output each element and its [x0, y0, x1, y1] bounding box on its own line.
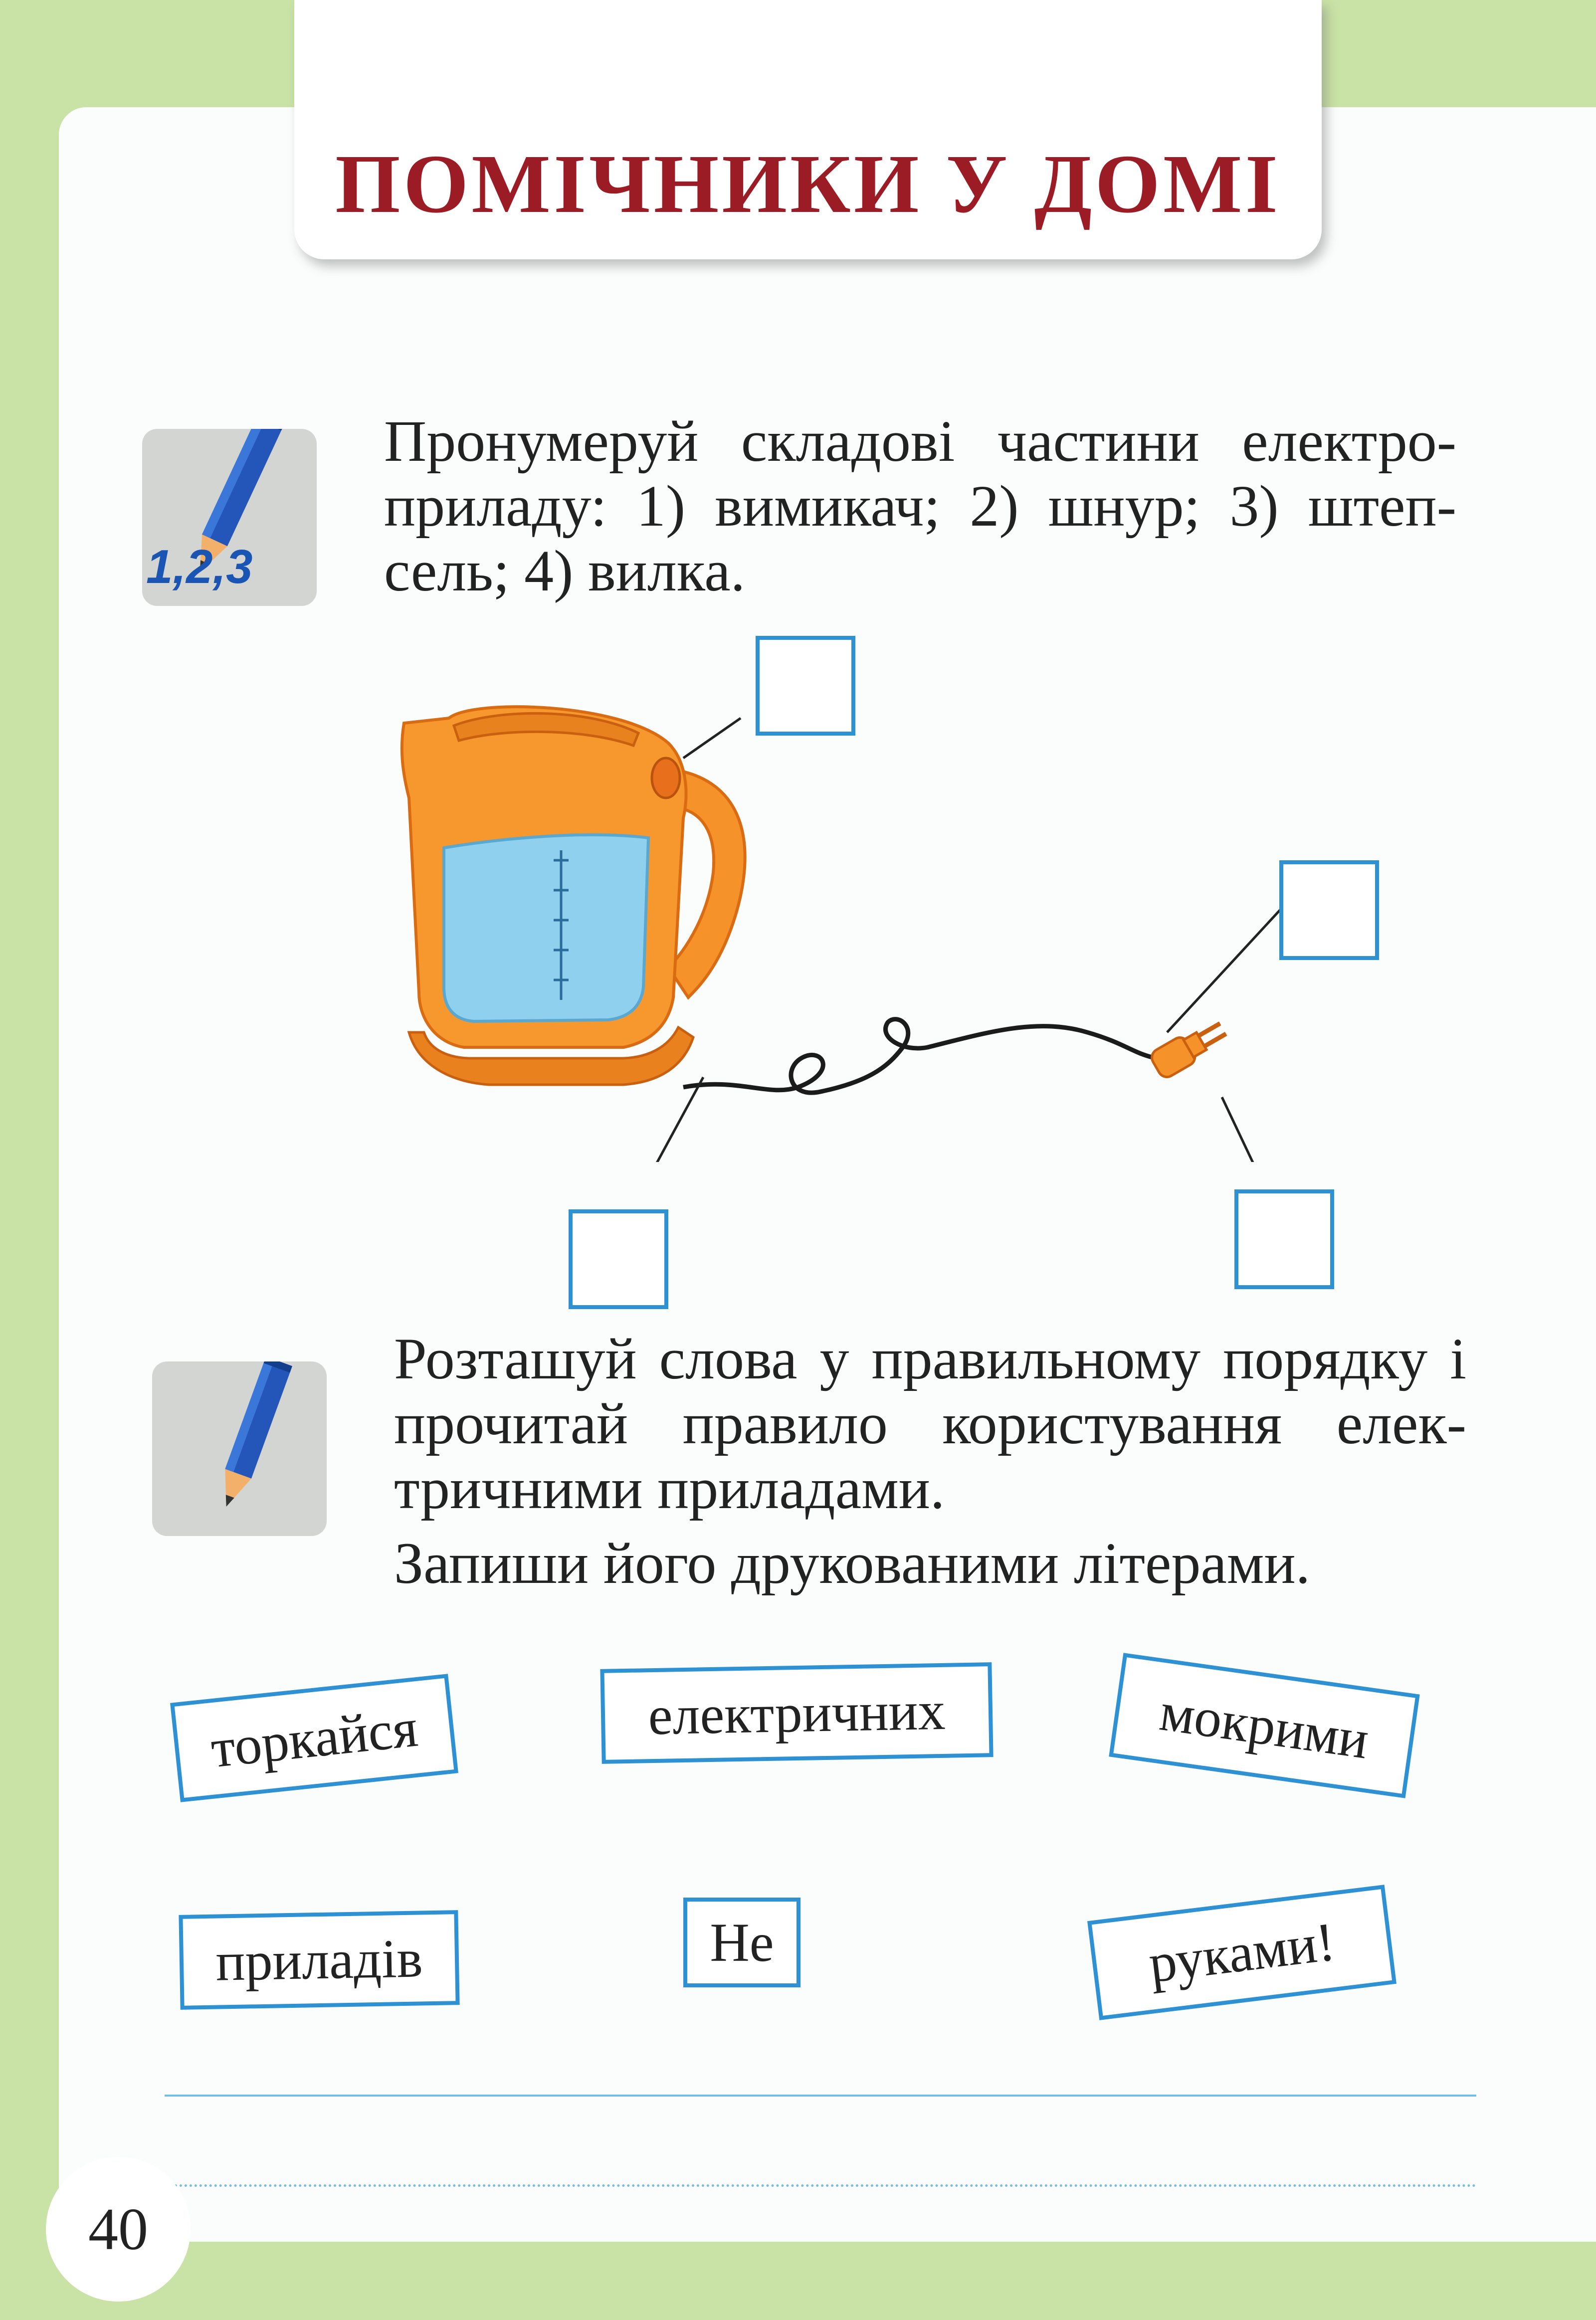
task2-instruction-2: Запиши його друкованими літерами. — [394, 1531, 1311, 1596]
answer-box-switch[interactable] — [756, 636, 855, 736]
word-card[interactable]: руками! — [1087, 1885, 1396, 2020]
word-card[interactable]: торкайся — [170, 1674, 458, 1802]
task1-instruction: Пронумеруй складові частини електроприладу: 1) вимикач; 2) шнур; 3) штепсель; 4) вилка. — [384, 408, 1456, 603]
word-card[interactable]: приладів — [179, 1910, 459, 2010]
word-card[interactable]: Не — [683, 1898, 800, 1987]
title-tab — [294, 0, 1322, 259]
pencil-icon-box — [152, 1361, 327, 1536]
word-card[interactable]: електричних — [600, 1662, 993, 1764]
task2-instruction: Розташуй слова у правильному порядку і прочитай правило користування електричними приладами. — [394, 1326, 1466, 1521]
writing-line-dotted[interactable] — [165, 2184, 1476, 2187]
page-number: 40 — [46, 2157, 191, 2302]
kettle-water-window — [444, 835, 648, 1021]
kettle-switch — [652, 758, 680, 798]
pencil-numbers-icon — [142, 429, 317, 606]
task1-text-block — [384, 409, 1456, 603]
page-title: ПОМІЧНИКИ У ДОМІ — [335, 138, 1281, 230]
writing-line[interactable] — [165, 2095, 1476, 2097]
answer-box-prongs[interactable] — [1234, 1189, 1334, 1289]
task2-text-block — [394, 1327, 1466, 1596]
kettle-cord — [683, 1019, 1152, 1093]
icon-number-label: 1,2,3 — [146, 540, 253, 593]
pencil-icon — [152, 1361, 327, 1536]
answer-box-plug[interactable] — [1279, 860, 1379, 960]
plug-icon — [1149, 1016, 1230, 1080]
answer-box-cord[interactable] — [569, 1209, 668, 1309]
word-card[interactable]: мокрими — [1109, 1653, 1419, 1798]
kettle-illustration — [389, 688, 1337, 1162]
